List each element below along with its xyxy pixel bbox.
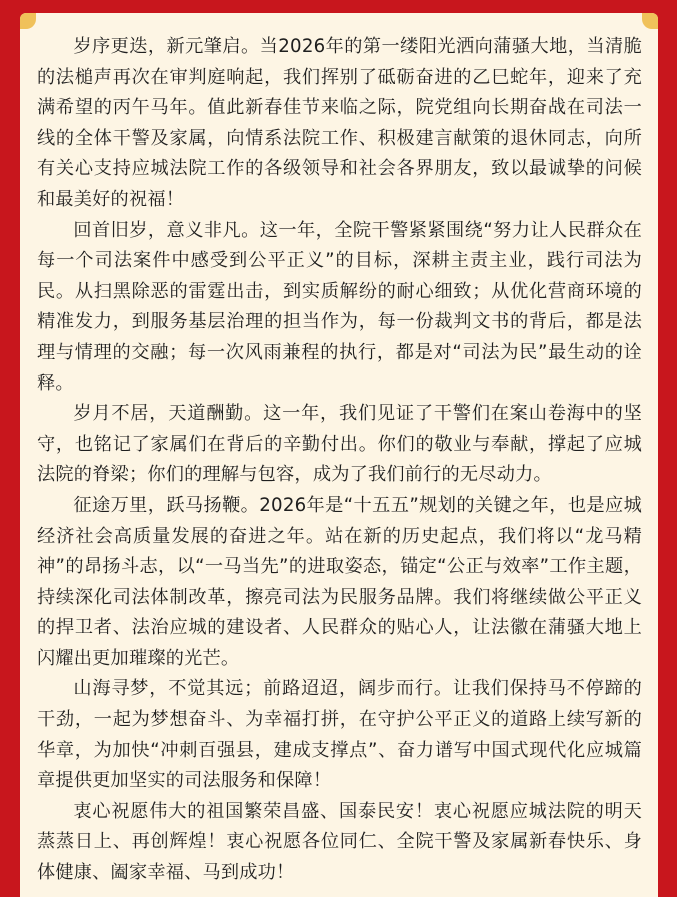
paragraph-outlook: 征途万里，跃马扬鞭。2026年是“十五五”规划的关键之年，也是应城经济社会高质量发展的奋进之年。站在新的历史起点，我们将以“龙马精神”的昂扬斗志，以“一马当先”的进取姿态，锚定“公正与效率”工作主题，持续深化司法体制改革，擦亮司法为民服务品牌。我们将继续做公平正义的捍卫者、法治应城的建设者、人民群众的贴心人，让法徽在蒲骚大地上闪耀出更加璀璨的光芒。: [37, 494, 642, 669]
paragraph-gratitude: 岁月不居，天道酬勤。这一年，我们见证了干警们在案山卷海中的坚守，也铭记了家属们在背后的辛勤付出。你们的敬业与奉献，撑起了应城法院的脊梁；你们的理解与包容，成为了我们前行的无尽动力。: [37, 403, 642, 486]
paragraph-wishes: 衷心祝愿伟大的祖国繁荣昌盛、国泰民安！衷心祝愿应城法院的明天蒸蒸日上、再创辉煌！衷心祝愿各位同仁、全院干警及家属新春快乐、身体健康、阖家幸福、马到成功！: [37, 800, 642, 884]
paragraph-opening: 岁序更迭，新元肇启。当2026年的第一缕阳光洒向蒲骚大地，当清脆的法槌声再次在审判庭响起，我们挥别了砥砺奋进的乙巳蛇年，迎来了充满希望的丙午马年。值此新春佳节来临之际，院党组向长期奋战在司法一线的全体干警及家属，向情系法院工作、积极建言献策的退休同志，向所有关心支持应城法院工作的各级领导和社会各界朋友，致以最诚挚的问候和最美好的祝福！: [37, 36, 642, 210]
paragraph-review: 回首旧岁，意义非凡。这一年，全院干警紧紧围绕“努力让人民群众在每一个司法案件中感受到公平正义”的目标，深耕主责主业，践行司法为民。从扫黑除恶的雷霆出击，到实质解纷的耐心细致；从优化营商环境的精准发力，到服务基层治理的担当作为，每一份裁判文书的背后，都是法理与情理的交融；每一次风雨兼程的执行，都是对“司法为民”最生动的诠释。: [37, 219, 642, 394]
paragraph-call-to-action: 山海寻梦，不觉其远；前路迢迢，阔步而行。让我们保持马不停蹄的干劲，一起为梦想奋斗、为幸福打拼，在守护公平正义的道路上续写新的华章，为加快“冲刺百强县，建成支撑点”、奋力谱写中国式现代化应城篇章提供更加坚实的司法服务和保障！: [37, 678, 642, 792]
letter-body: [37, 32, 642, 889]
